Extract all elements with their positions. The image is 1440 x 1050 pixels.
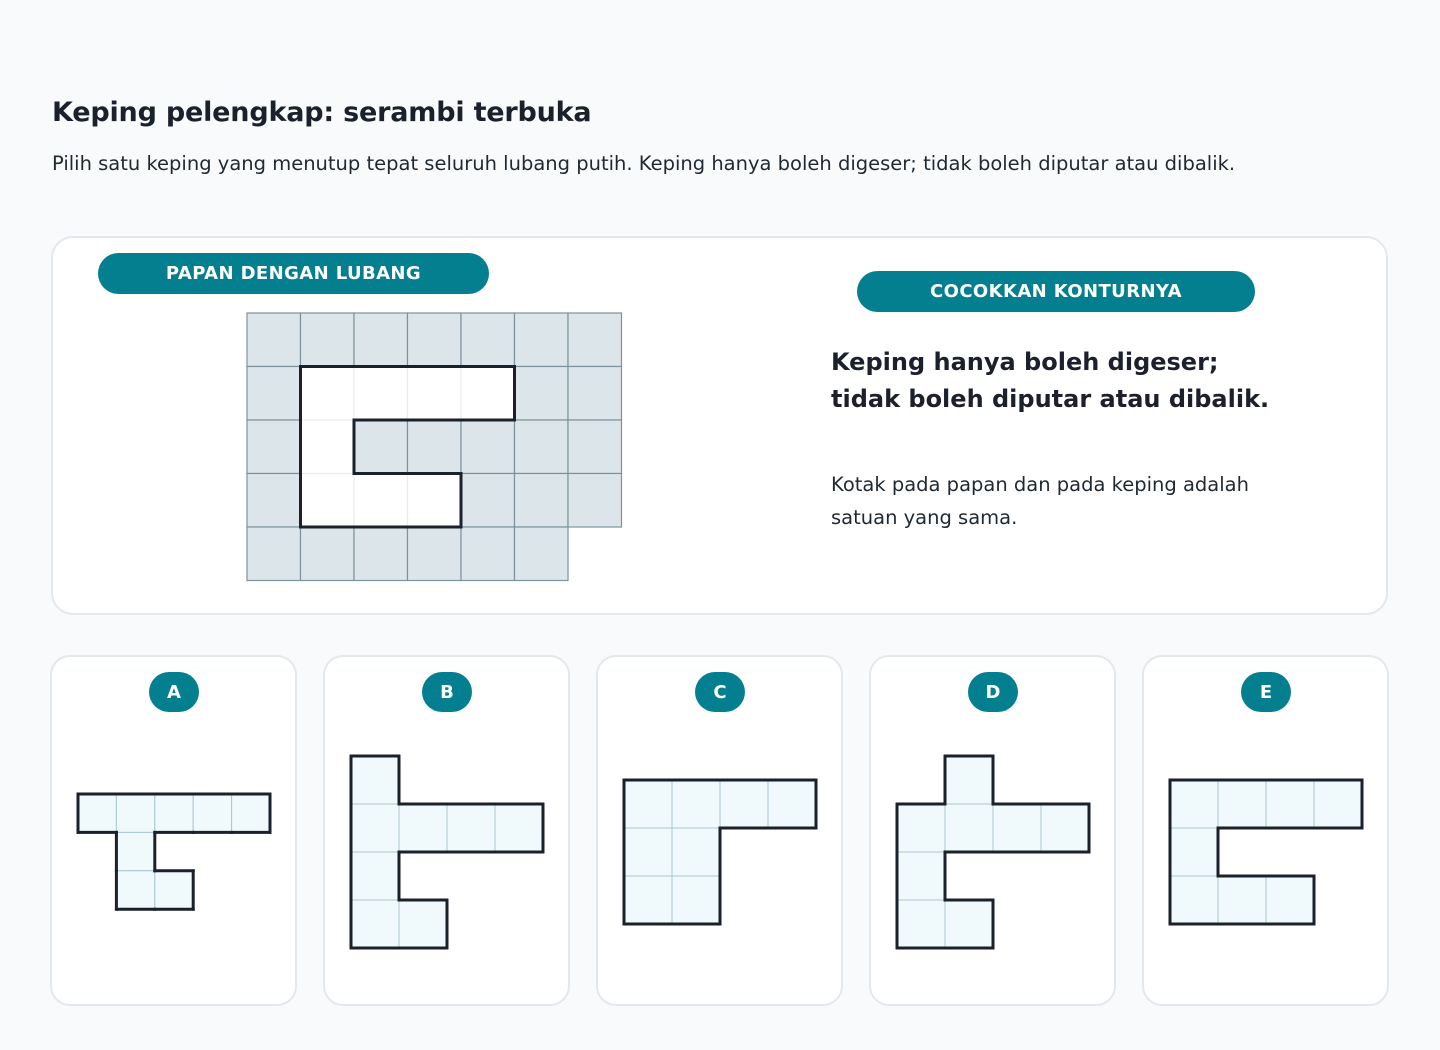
board-cell — [354, 313, 408, 367]
board-hole-cell — [301, 420, 355, 474]
board-cell — [515, 527, 569, 581]
piece-cell — [399, 900, 447, 948]
board-cell — [515, 313, 569, 367]
piece-cell — [1218, 780, 1266, 828]
board-cell — [247, 367, 301, 421]
board-hole-cell — [301, 367, 355, 421]
board-cell — [301, 313, 355, 367]
board-cell — [354, 527, 408, 581]
instruction-text: Pilih satu keping yang menutup tepat seluruh lubang putih. Keping hanya boleh digeser; tidak boleh diputar atau dibalik. — [52, 152, 1236, 175]
option-piece-d — [893, 752, 1093, 952]
board-label: PAPAN DENGAN LUBANG — [98, 253, 489, 294]
board-cell — [515, 367, 569, 421]
board-cell — [515, 474, 569, 528]
board-cell — [568, 474, 622, 528]
piece-cell — [1218, 876, 1266, 924]
piece-cell — [351, 852, 399, 900]
piece-cell — [624, 828, 672, 876]
piece-cell — [1170, 828, 1218, 876]
option-badge-b: B — [422, 672, 472, 712]
piece-cell — [351, 804, 399, 852]
piece-cell — [155, 871, 193, 909]
piece-cell — [993, 804, 1041, 852]
board-cell — [408, 313, 462, 367]
board-hole-cell — [354, 474, 408, 528]
option-piece-b — [347, 752, 547, 952]
piece-cell — [1266, 780, 1314, 828]
piece-cell — [897, 900, 945, 948]
piece-cell — [1266, 876, 1314, 924]
piece-cell — [193, 794, 231, 832]
piece-cell — [624, 876, 672, 924]
note-text: Kotak pada papan dan pada keping adalah satuan yang sama. — [831, 473, 1249, 529]
piece-cell — [897, 852, 945, 900]
piece-cell — [672, 780, 720, 828]
board-cell — [461, 527, 515, 581]
piece-cell — [672, 828, 720, 876]
piece-cell — [768, 780, 816, 828]
piece-cell — [1170, 876, 1218, 924]
piece-cell — [1041, 804, 1089, 852]
option-badge-e: E — [1241, 672, 1291, 712]
page-title: Keping pelengkap: serambi terbuka — [52, 97, 592, 128]
piece-cell — [720, 780, 768, 828]
board-cell — [568, 420, 622, 474]
board-cell — [354, 420, 408, 474]
piece-cell — [672, 876, 720, 924]
piece-cell — [116, 794, 154, 832]
piece-cell — [116, 871, 154, 909]
board-cell — [247, 527, 301, 581]
board-cell — [515, 420, 569, 474]
piece-cell — [447, 804, 495, 852]
piece-cell — [945, 756, 993, 804]
piece-cell — [116, 832, 154, 870]
piece-cell — [351, 900, 399, 948]
option-badge-d: D — [968, 672, 1018, 712]
piece-cell — [1170, 780, 1218, 828]
rule-text: Keping hanya boleh digeser; tidak boleh diputar atau dibalik. — [831, 348, 1270, 413]
board-hole-cell — [354, 367, 408, 421]
board-cell — [301, 527, 355, 581]
piece-cell — [399, 804, 447, 852]
board-cell — [568, 367, 622, 421]
board-cell — [247, 313, 301, 367]
piece-cell — [78, 794, 116, 832]
piece-cell — [945, 900, 993, 948]
board-cell — [461, 420, 515, 474]
piece-cell — [624, 780, 672, 828]
board-cell — [247, 420, 301, 474]
board-grid — [244, 310, 626, 584]
board-hole-cell — [461, 367, 515, 421]
board-hole-cell — [408, 474, 462, 528]
board-cell — [461, 474, 515, 528]
piece-cell — [232, 794, 270, 832]
piece-cell — [495, 804, 543, 852]
option-badge-c: C — [695, 672, 745, 712]
piece-cell — [1314, 780, 1362, 828]
option-piece-c — [620, 776, 820, 928]
option-badge-a: A — [149, 672, 199, 712]
board-cell — [247, 474, 301, 528]
piece-cell — [155, 794, 193, 832]
option-piece-a — [74, 790, 274, 914]
board-cell — [568, 313, 622, 367]
piece-cell — [897, 804, 945, 852]
board-hole-cell — [301, 474, 355, 528]
board-hole-cell — [408, 367, 462, 421]
board-cell — [408, 420, 462, 474]
board-cell — [408, 527, 462, 581]
match-label: COCOKKAN KONTURNYA — [857, 271, 1255, 312]
option-piece-e — [1166, 776, 1366, 928]
piece-cell — [351, 756, 399, 804]
board-cell — [461, 313, 515, 367]
piece-cell — [945, 804, 993, 852]
